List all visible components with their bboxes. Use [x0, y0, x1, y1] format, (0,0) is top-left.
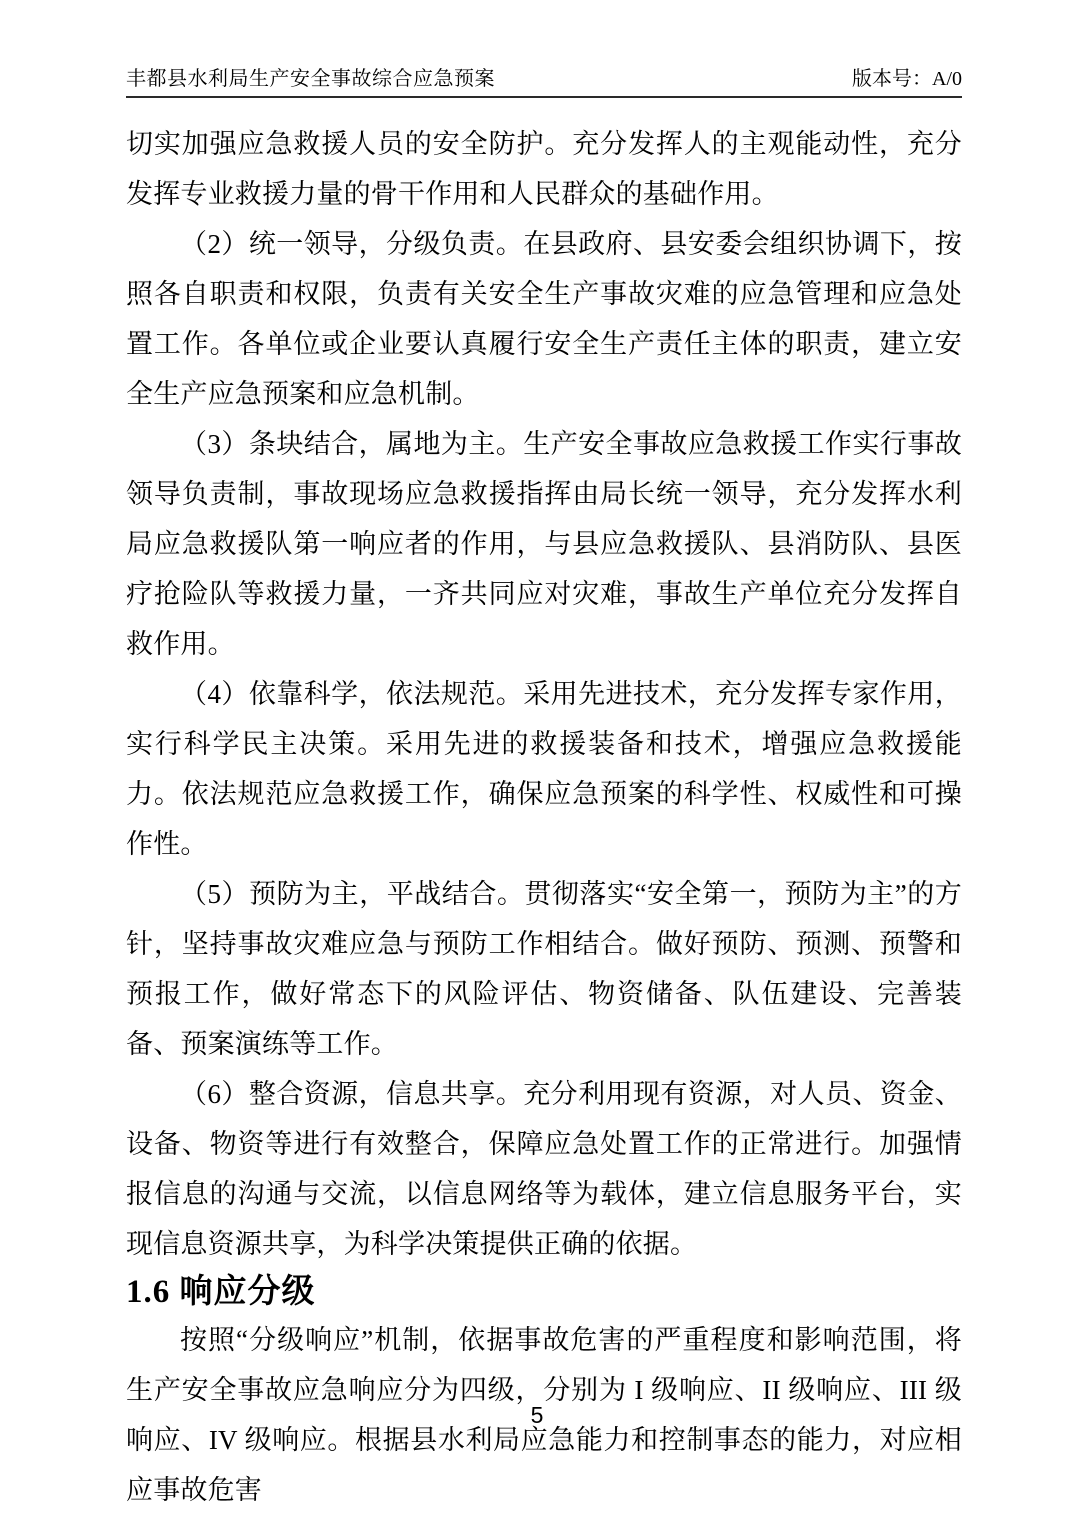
page-number: 5: [530, 1402, 544, 1428]
paragraph-principle-4: （4）依靠科学，依法规范。采用先进技术，充分发挥专家作用，实行科学民主决策。采用先进的救援装备和技术，增强应急救援能力。依法规范应急救援工作，确保应急预案的科学性、权威性和可操作性。: [126, 679, 962, 859]
paragraph-principle-2: （2）统一领导，分级负责。在县政府、县安委会组织协调下，按照各自职责和权限，负责有关安全生产事故灾难的应急管理和应急处置工作。各单位或企业要认真履行安全生产责任主体的职责，建立安全生产应急预案和应急机制。: [126, 229, 962, 409]
paragraph-principle-5: （5）预防为主，平战结合。贯彻落实“安全第一，预防为主”的方针，坚持事故灾难应急与预防工作相结合。做好预防、预测、预警和预报工作，做好常态下的风险评估、物资储备、队伍建设、完善装备、预案演练等工作。: [126, 879, 962, 1059]
paragraph-response-levels: 按照“分级响应”机制，依据事故危害的严重程度和影响范围，将生产安全事故应急响应分为四级，分别为 I 级响应、II 级响应、III 级响应、IV 级响应。根据县水利局应急能力和控制事态的能力，对应相应事故危害: [126, 1325, 962, 1505]
document-body: [126, 119, 962, 1515]
section-heading-response-levels: 1.6 响应分级: [126, 1274, 316, 1310]
header-version-label: 版本号：A/0: [852, 68, 962, 90]
page-footer: [0, 1400, 1074, 1430]
paragraph-principle-3: （3）条块结合，属地为主。生产安全事故应急救援工作实行事故领导负责制，事故现场应急救援指挥由局长统一领导，充分发挥水利局应急救援队第一响应者的作用，与县应急救援队、县消防队、县医疗抢险队等救援力量，一齐共同应对灾难，事故生产单位充分发挥自救作用。: [126, 429, 962, 659]
paragraph-principle-6: （6）整合资源，信息共享。充分利用现有资源，对人员、资金、设备、物资等进行有效整合，保障应急处置工作的正常进行。加强情报信息的沟通与交流，以信息网络等为载体，建立信息服务平台，实现信息资源共享，为科学决策提供正确的依据。: [126, 1079, 962, 1259]
paragraph-continuation: 切实加强应急救援人员的安全防护。充分发挥人的主观能动性，充分发挥专业救援力量的骨干作用和人民群众的基础作用。: [126, 129, 962, 209]
page-header: [126, 66, 962, 98]
header-document-title: 丰都县水利局生产安全事故综合应急预案: [126, 68, 495, 90]
